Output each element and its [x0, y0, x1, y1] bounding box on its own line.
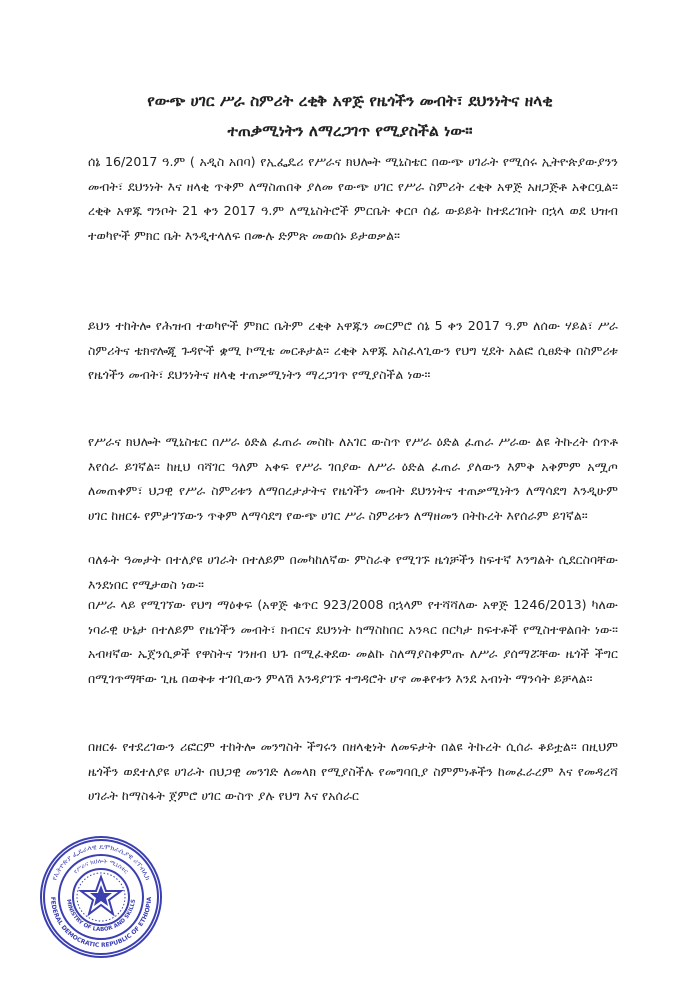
- star-emblem-icon: [77, 873, 125, 921]
- title-line-1: የውጭ ሀገር ሥራ ስምሪት ረቂቅ አዋጅ የዜጎችን መብት፣ ደህንነትና ዘላቂ: [147, 92, 553, 110]
- title-line-2: ተጠቃሚነትን ለማረጋገጥ የሚያስችል ነው።: [227, 122, 473, 140]
- paragraph-6: በዘርፉ የተደረገውን ሪፎርም ተከትሎ መንግስት ችግሩን በዘላቂነት ለመፍታት በልዩ ትኩረት ሲሰራ ቆይቷል። በዚህም ዜጎችን ወደተለያዩ ሀገራት በህጋዊ መንገድ ለመላክ የሚያስችሉ የመግባቢያ ስምምነቶችን ከመፈራረም እና የመዳረሻ ሀገራት ከማስፋት ጀምሮ ሀገር ውስጥ ያሉ የህግ እና የአሰራር: [88, 739, 618, 803]
- seal-english-bottom-path: FEDERAL DEMOCRATIC REPUBLIC OF ETHIOPIA: [48, 896, 154, 950]
- paragraph-4: ባለፉት ዓመታት በተለያዩ ሀገራት በተለይም በመካከለኛው ምስራቅ የሚገኙ ዜጎቻችን ከፍተኛ እንግልት ሲደርስባቸው እንደነበር የሚታወስ ነው።: [88, 552, 618, 592]
- paragraph-1: ሰኔ 16/2017 ዓ.ም ( አዲስ አበባ) የኢፌዴሪ የሥራና ክህሎት ሚኒስቴር በውጭ ሀገራት የሚሰሩ ኢትዮጵያውያንን መብት፣ ደህንነት እና ዘላቂ ጥቅም ለማስጠበቅ ያለመ የውጭ ሀገር የሥራ ስምሪት ረቂቅ አዋጅ አዘጋጅቶ አቅርቧል። ረቂቅ አዋጁ ግንቦት 21 ቀን 2017 ዓ.ም ለሚኒስትሮች ምርቤት ቀርቦ ሰፊ ውይይት ከተደረገበት በኋላ ወደ ህዝብ ተወካዮች ምክር ቤት እንዲተላለፍ በሙሉ ድምጽ መወሰኑ ይታወቃል።: [88, 154, 618, 243]
- document-title: [60, 86, 640, 146]
- paragraph-2: ይህን ተከትሎ የሕዝብ ተወካዮች ምክር ቤትም ረቂቅ አዋጁን መርምሮ ሰኔ 5 ቀን 2017 ዓ.ም ለሰው ሃይል፣ ሥራ ስምሪትና ቴክኖሎጂ ጉዳዮች ቋሚ ኮሚቴ መርቶታል። ረቂቅ አዋጁ አስፈላጊውን የህግ ሂደት አልፎ ሲፀድቅ በስምሪቱ የዜጎችን መብት፣ ደህንነትና ዘላቂ ተጠቃሚነትን ማረጋገጥ የሚያስችል ነው።: [88, 318, 618, 382]
- ministry-seal-stamp: [36, 832, 166, 962]
- paragraph-5: በሥራ ላይ የሚገኘው የህግ ማዕቀፍ (አዋጅ ቁጥር 923/2008 በኋላም የተሻሻለው አዋጅ 1246/2013) ካለው ነባራዊ ሁኔታ በተለይም የዜጎችን መብት፣ ክብርና ደህንነት ከማስከበር አንጻር በርካታ ክፍተቶች የሚስተዋልበት ነው። አብዛኛው ኤጀንሲዎች የዋስትና ገንዘብ ህጉ በሚፈቅደው መልኩ ስለማያስቀምጡ ለሥራ ያሰማሯቸው ዜጎች ችግር በሚገጥማቸው ጊዜ በወቅቱ ተገቢውን ምላሽ እንዳያገኙ ተግዳሮት ሆኖ መቆየቱን እንደ አብነት ማንሳት ይቻላል።: [88, 597, 618, 686]
- seal-inner-text-path: የሥራና ክህሎት ሚኒስቴር: [72, 857, 130, 876]
- paragraph-3: የሥራና ክህሎት ሚኒስቴር በሥራ ዕድል ፈጠራ መስኩ ለአገር ውስጥ የሥራ ዕድል ፈጠራ ሥራው ልዩ ትኩረት ሰጥቶ እየሰራ ይገኛል። ከዚህ ባሻገር ዓለም አቀፍ የሥራ ገበያው ለሥራ ዕድል ፈጠራ ያለውን እምቅ አቅምም አሟጦ ለመጠቀም፣ ህጋዊ የሥራ ስምሪቱን ለማበረታታትና የዜጎችን መብት ደህንነትና ተጠቃሚነትን ለማሳደግ እንዲሁም ሀገር ከዘርፉ የምታገኘውን ጥቅም ለማሳደግ የውጭ ሀገር ሥራ ስምሪቱን ለማዘመን በትኩረት እየሰራም ይገኛል።: [88, 434, 618, 523]
- seal-english-top-path: MINISTRY OF LABOR AND SKILLS: [65, 898, 137, 934]
- seal-outer-text-path: የኢትዮጵያ ፌዴራላዊ ዴሞክራሲያዊ ሪፐብሊክ: [50, 842, 152, 882]
